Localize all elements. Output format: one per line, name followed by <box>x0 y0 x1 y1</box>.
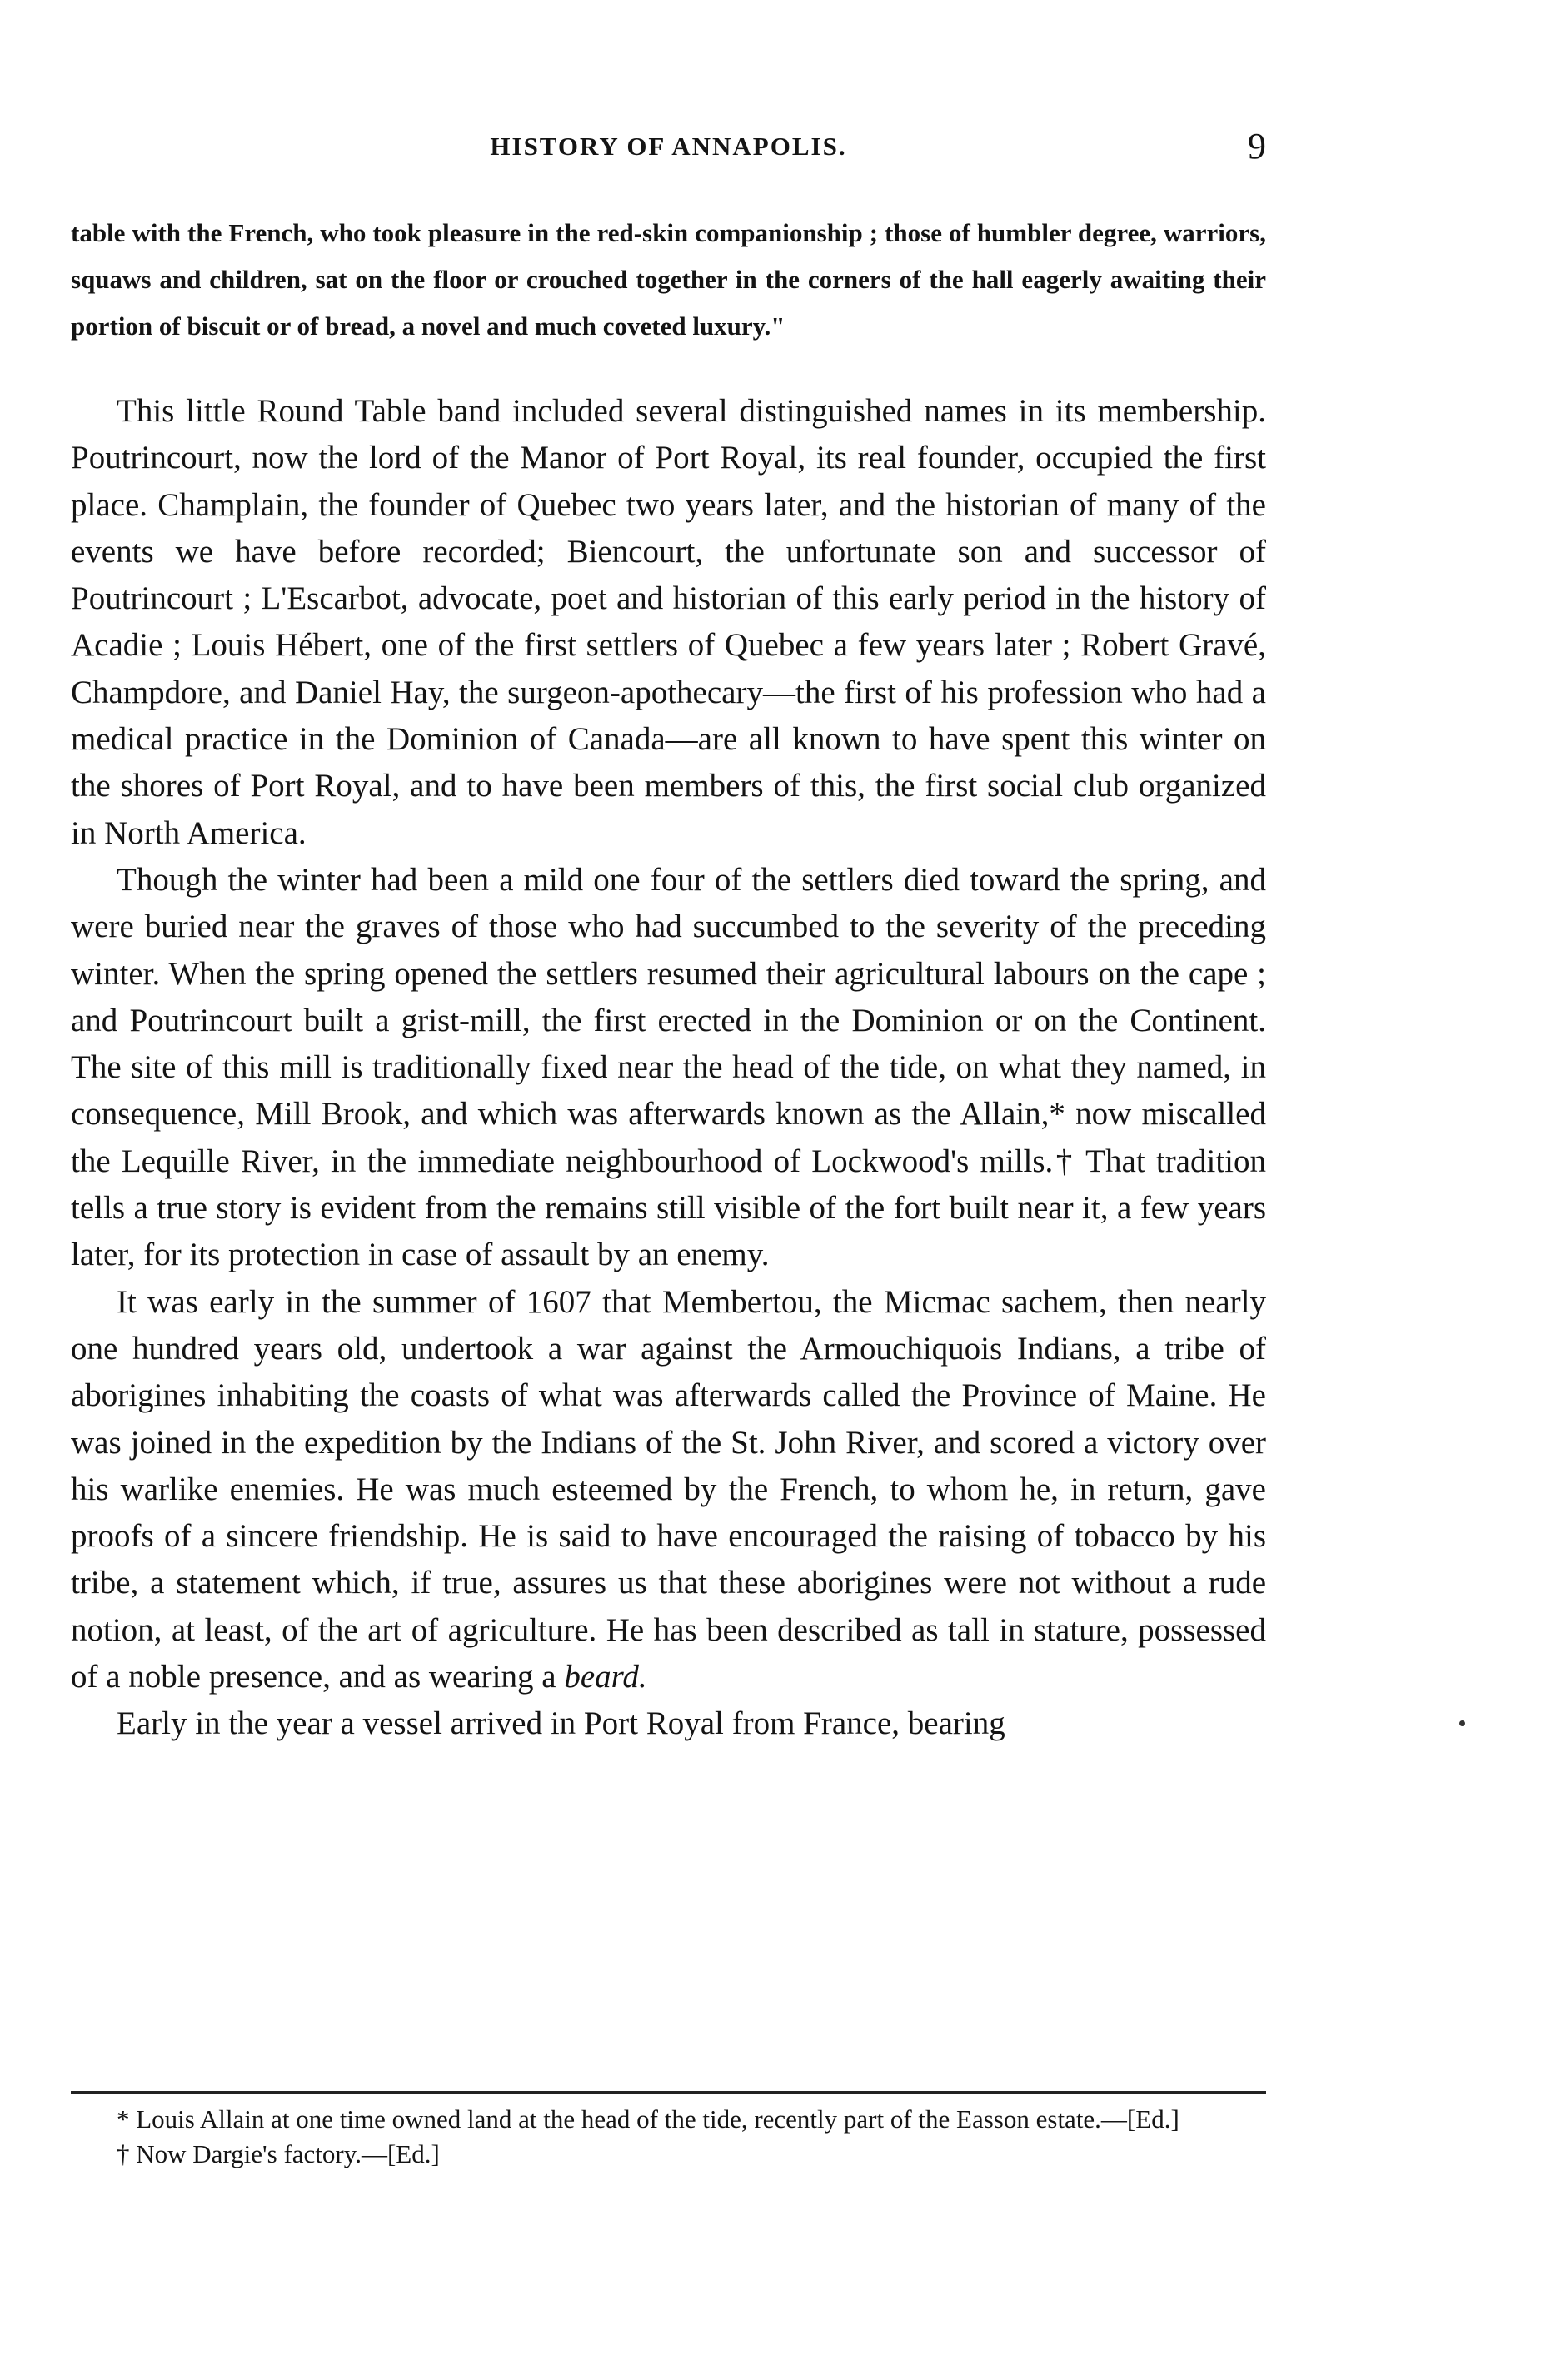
footnote-dargie: † Now Dargie's factory.—[Ed.] <box>117 2139 440 2168</box>
main-text <box>71 388 1266 1748</box>
quote-continuation: table with the French, who took pleasure in the red-skin companionship ; those of humbler degree, warriors, squaws and children, sat on the floor or crouched together in the corners of the hall eagerly awaiting their portion of biscuit or of bread, a novel and much coveted luxury." <box>71 218 1266 341</box>
paragraph-membertou-text: It was early in the summer of 1607 that Membertou, the Micmac sachem, then nearly one hundred years old, undertook a war against the Armouchiquois Indians, a tribe of aborigines inhabiting the coasts of what was afterwards called the Province of Maine. He was joined in the expedition by the Indians of the St. John River, and scored a victory over his warlike enemies. He was much esteemed by the French, to whom he, in return, gave proofs of a sincere friendship. He is said to have encouraged the raising of tobacco by his tribe, a statement which, if true, assures us that these aborigines were not without a rude notion, at least, of the art of agriculture. He has been described as tall in stature, possessed of a noble presence, and as wearing a <box>71 1283 1266 1695</box>
footnote-allain: * Louis Allain at one time owned land at the head of the tide, recently part of the Easson estate.—[Ed.] <box>117 2104 1179 2134</box>
footnotes <box>71 2102 1266 2172</box>
ink-speck <box>1459 1720 1465 1726</box>
footnote-divider <box>71 2091 1266 2094</box>
page-number: 9 <box>1248 126 1266 167</box>
paragraph-membertou <box>71 1279 1266 1701</box>
italic-word-beard: beard. <box>564 1659 647 1695</box>
paragraph-grist-mill: Though the winter had been a mild one four of the settlers died toward the spring, and were buried near the graves of those who had succumbed to the severity of the preceding winter. When the spring opened the settlers resumed their agricultural labours on the cape ; and Poutrincourt built a grist-mill, the first erected in the Dominion or on the Continent. The site of this mill is traditionally fixed near the head of the tide, on what they named, in consequence, Mill Brook, and which was afterwards known as the Allain,* now miscalled the Lequille River, in the immediate neighbourhood of Lockwood's mills.† That tradition tells a true story is evident from the remains still visible of the fort built near it, a few years later, for its protection in case of assault by an enemy. <box>71 861 1266 1273</box>
running-head <box>71 125 1266 175</box>
paragraph-vessel-arrival: Early in the year a vessel arrived in Port Royal from France, bearing <box>117 1705 1005 1742</box>
paragraph-round-table: This little Round Table band included several distinguished names in its membership. Poutrincourt, now the lord of the Manor of Port Royal, its real founder, occupied the first place. Champlain, the founder of Quebec two years later, and the historian of many of the events we have before recorded; Biencourt, the unfortunate son and successor of Poutrincourt ; L'Escarbot, advocate, poet and historian of this early period in the history of Acadie ; Louis Hébert, one of the first settlers of Quebec a few years later ; Robert Gravé, Champdore, and Daniel Hay, the surgeon-apothecary—the first of his profession who had a medical practice in the Dominion of Canada—are all known to have spent this winter on the shores of Port Royal, and to have been members of this, the first social club organized in North America. <box>71 393 1266 851</box>
running-title: HISTORY OF ANNAPOLIS. <box>490 132 847 161</box>
